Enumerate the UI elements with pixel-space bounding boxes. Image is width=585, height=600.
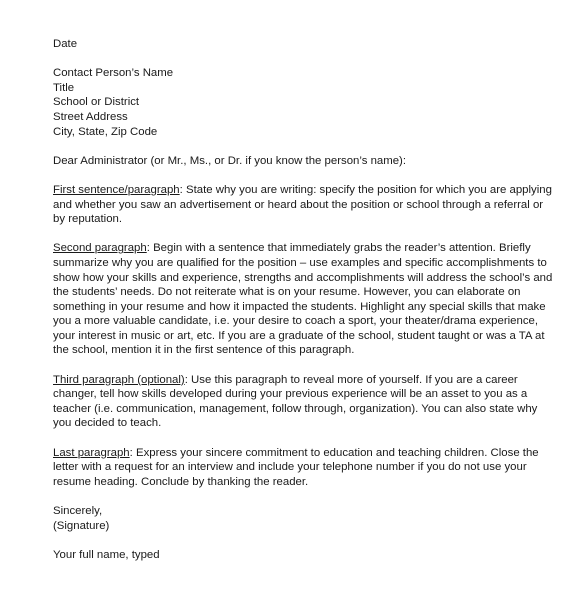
paragraph-heading: Last paragraph <box>53 446 130 459</box>
recipient-block <box>53 66 553 139</box>
spacer <box>53 431 553 446</box>
paragraph-heading: Second paragraph <box>53 242 147 255</box>
paragraph-line: summarize why you are qualified for the position – use examples and specific accomplishments to <box>53 256 547 269</box>
paragraph-line: by reputation. <box>53 213 123 226</box>
recipient-city: City, State, Zip Code <box>53 125 158 138</box>
paragraph-line: the students’ needs. Do not reiterate what is on your resume. However, you can elaborate on <box>53 286 521 299</box>
paragraph-line: letter with a request for an interview and include your telephone number if you do not use your <box>53 461 527 474</box>
spacer <box>53 168 553 183</box>
typed-name: Your full name, typed <box>53 548 160 561</box>
paragraph-line: : Begin with a sentence that immediately grabs the reader’s attention. Briefly <box>146 242 531 255</box>
date-line: Date <box>53 38 78 50</box>
signature: (Signature) <box>53 519 110 532</box>
spacer <box>53 489 553 504</box>
paragraph-heading: Third paragraph (optional) <box>53 373 185 386</box>
paragraph-last <box>53 446 553 490</box>
paragraph-line: : Use this paragraph to reveal more of yourself. If you are a career <box>184 373 518 386</box>
salutation: Dear Administrator (or Mr., Ms., or Dr. if you know the person’s name): <box>53 154 407 167</box>
spacer <box>53 358 553 373</box>
spacer <box>53 139 553 154</box>
paragraph-line: : State why you are writing: specify the position for which you are applying <box>179 183 552 196</box>
recipient-name: Contact Person’s Name <box>53 67 174 80</box>
spacer <box>53 52 553 67</box>
paragraph-heading: First sentence/paragraph <box>53 183 180 196</box>
paragraph-line: teacher (i.e. communication, management, follow through, organization). You can also state why <box>53 402 538 415</box>
paragraph-line: : Express your sincere commitment to education and teaching children. Close the <box>129 446 539 459</box>
paragraph-line: show how your skills and experience, strengths and accomplishments will address the school’s and <box>53 271 553 284</box>
recipient-street: Street Address <box>53 110 128 123</box>
spacer <box>53 533 553 548</box>
paragraph-line: your interest in music or art, etc. If you are a graduate of the school, student taught or was a TA at <box>53 329 545 342</box>
paragraph-line: changer, tell how skills developed during your previous experience will be an asset to you as a <box>53 388 528 401</box>
recipient-school: School or District <box>53 96 140 109</box>
paragraph-line: you decided to teach. <box>53 417 162 430</box>
paragraph-line: something in your resume and how it impacted the students. Highlight any special skills that make <box>53 300 546 313</box>
paragraph-line: you a more valuable candidate, i.e. your desire to coach a sport, your theater/drama experience, <box>53 315 539 328</box>
spacer <box>53 227 553 242</box>
closing: Sincerely, <box>53 505 103 517</box>
paragraph-second <box>53 241 553 358</box>
paragraph-third <box>53 373 553 431</box>
recipient-title: Title <box>53 81 75 94</box>
paragraph-line: and whether you saw an advertisement or heard about the position or school through a referral or <box>53 198 544 211</box>
cover-letter-template <box>53 37 553 562</box>
paragraph-line: resume heading. Conclude by thanking the reader. <box>53 475 309 488</box>
paragraph-line: the school, mention it in the first sentence of this paragraph. <box>53 344 355 357</box>
paragraph-first <box>53 183 553 227</box>
